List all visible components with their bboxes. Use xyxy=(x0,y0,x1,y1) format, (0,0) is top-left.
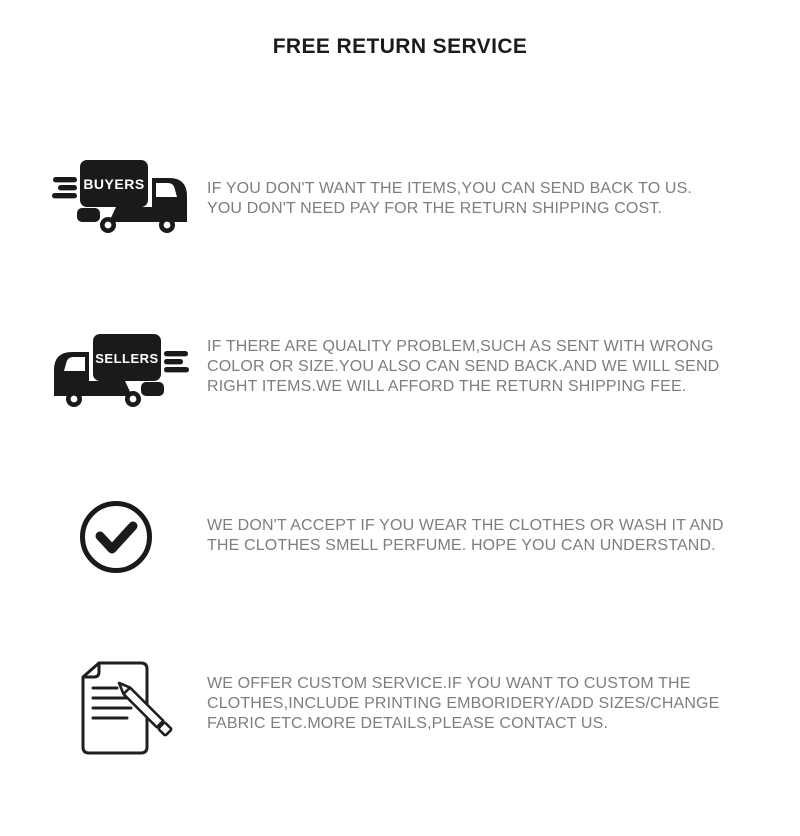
section-text-no-wear xyxy=(207,516,782,556)
custom-service-document-icon xyxy=(81,661,176,757)
sellers-truck-icon xyxy=(53,333,189,409)
sellers-truck-label: SELLERS xyxy=(95,351,159,366)
text-line: COLOR OR SIZE.YOU ALSO CAN SEND BACK.AND WE WILL SEND xyxy=(207,358,720,375)
text-line: YOU DON'T NEED PAY FOR THE RETURN SHIPPING COST. xyxy=(207,200,663,217)
page-title: FREE RETURN SERVICE xyxy=(272,35,528,58)
text-line: WE OFFER CUSTOM SERVICE.IF YOU WANT TO CUSTOM THE xyxy=(207,675,691,692)
text-line: IF THERE ARE QUALITY PROBLEM,SUCH AS SENT WITH WRONG xyxy=(207,338,714,355)
text-line: THE CLOTHES SMELL PERFUME. HOPE YOU CAN UNDERSTAND. xyxy=(207,537,716,554)
text-line: RIGHT ITEMS.WE WILL AFFORD THE RETURN SHIPPING FEE. xyxy=(207,378,687,395)
text-line: CLOTHES,INCLUDE PRINTING EMBORIDERY/ADD SIZES/CHANGE xyxy=(207,695,720,712)
text-line: FABRIC ETC.MORE DETAILS,PLEASE CONTACT US. xyxy=(207,715,609,732)
section-text-sellers xyxy=(207,337,782,397)
section-text-custom-service xyxy=(207,674,782,734)
text-line: IF YOU DON'T WANT THE ITEMS,YOU CAN SEND BACK TO US. xyxy=(207,180,693,197)
text-line: WE DON'T ACCEPT IF YOU WEAR THE CLOTHES OR WASH IT AND xyxy=(207,517,724,534)
checkmark-circle-icon xyxy=(79,500,153,574)
buyers-truck-label: BUYERS xyxy=(83,176,145,192)
buyers-truck-icon xyxy=(52,159,188,235)
section-text-buyers xyxy=(207,179,782,219)
